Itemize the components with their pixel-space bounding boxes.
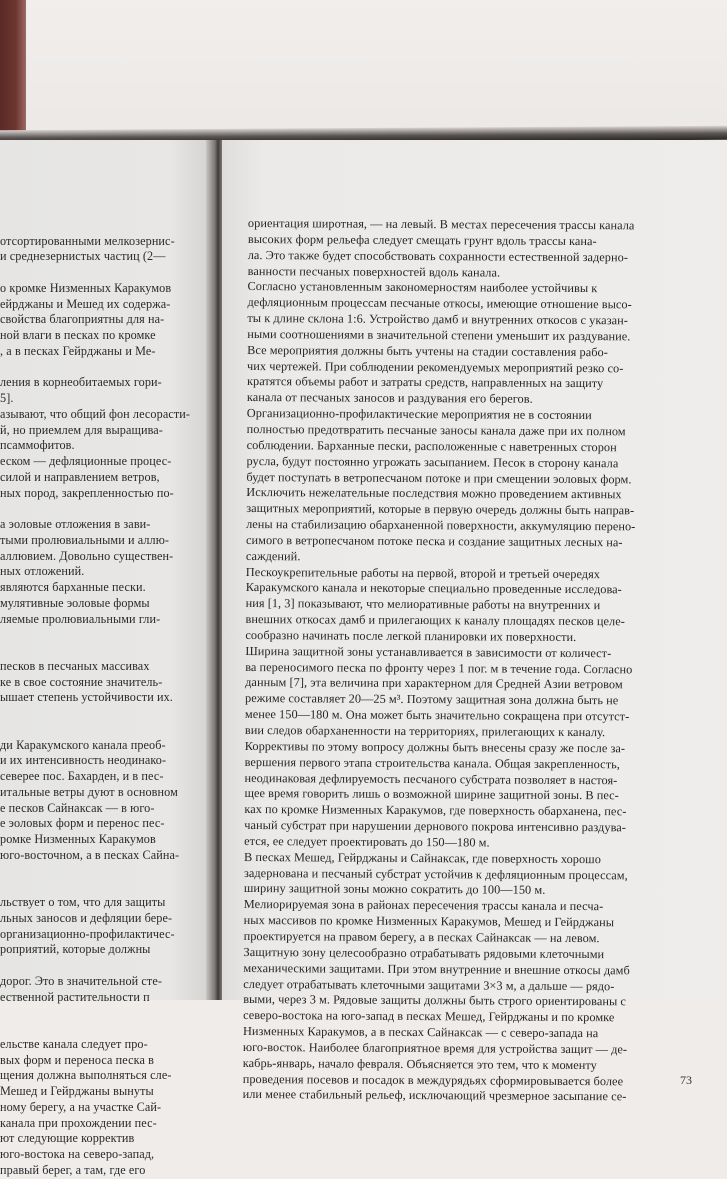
text-line: ва переносимого песка по фронту через 1 пог. м в течение года. Согласно [245, 659, 633, 676]
text-line [0, 958, 205, 974]
text-line [0, 1021, 205, 1037]
text-line [0, 218, 205, 234]
text-line: ления в корнеобитаемых гори- [0, 375, 162, 390]
text-line: соблюдении. Барханные пески, расположенные с наветренных сторон [246, 437, 617, 455]
text-line: азывают, что общий фон лесорасти- [0, 406, 191, 421]
text-line: юго-восточном, а в песках Сайна- [0, 847, 180, 862]
text-line: Коррективы по этому вопросу должны быть внесены сразу же после за- [244, 738, 626, 756]
text-line: ейрджаны и Мешед их содержа- [0, 296, 171, 311]
text-line: песков в песчаных массивах [0, 658, 150, 673]
text-line: являются барханные пески. [0, 580, 146, 594]
text-line: льствует о том, что для защиты [0, 895, 166, 909]
right-page-text [243, 216, 698, 1106]
text-line: ественной растительности п [0, 989, 150, 1004]
text-line: отсортированными мелкозернис- [0, 233, 175, 248]
text-line: ными соотношениями в значительной степени уменьшит их раздувание. [247, 326, 631, 344]
text-line: е эоловых форм и перенос пес- [0, 816, 165, 831]
text-line: , а в песках Гейрджаны и Ме- [0, 343, 156, 358]
text-line [0, 360, 205, 376]
text-line: ла. Это также будет способствовать сохранности естественной задерно- [247, 247, 629, 265]
page-number: 73 [680, 1073, 692, 1087]
text-line: мулятивные эоловые формы [0, 595, 150, 610]
text-line: и среднезернистых частиц (2— [0, 249, 166, 264]
text-line: свойства благоприятны для на- [0, 312, 165, 327]
text-line: выми, через 3 м. Рядовые защиты должны быть строго ориентированы с [243, 992, 626, 1009]
text-line: й, но приемлем для выращива- [0, 422, 163, 437]
text-line: или менее стабильный рельеф, исключающий чрезмерное засыпание се- [242, 1087, 627, 1104]
text-line [0, 501, 205, 517]
text-line: правый берег, а там, где его [0, 1162, 146, 1177]
text-line: высоких форм рельефа следует смещать грунт вдоль трассы кана- [247, 231, 597, 248]
text-line: следует отрабатывать клеточными защитами 3×3 м, а дальше — рядо- [243, 976, 615, 993]
text-line: ориентация широтная, — на левый. В местах пересечения трассы канала [247, 216, 635, 233]
text-line: менее 150—180 м. Она может быть значительно сокращена при отсутст- [244, 707, 630, 724]
text-line: В песках Мешед, Гейрджаны и Сайнаксак, где поверхность хорошо [244, 849, 601, 866]
text-line: Согласно установленным закономерностям наиболее устойчивы к [247, 279, 598, 296]
text-line: тыми пролювиальными и аллю- [0, 532, 170, 547]
text-line: внешних откосах дамб и прилегающих к каналу площадях песков целе- [245, 612, 625, 629]
text-line: ют следующие корректив [0, 1131, 135, 1146]
text-line: Исключить нежелательные последствия можно проведением активных [246, 485, 622, 502]
text-line: ельстве канала следует про- [0, 1036, 148, 1051]
text-line: дорог. Это в значительной сте- [0, 973, 163, 988]
text-line: ках по кромке Низменных Каракумов, где поверхность обарханена, пес- [244, 802, 627, 819]
text-line: саждений. [245, 548, 301, 564]
text-line: 5]. [0, 391, 14, 405]
text-line: Низменных Каракумов, а в песках Сайнаксак — с северо-запада на [242, 1024, 599, 1041]
text-line: Мешед и Гейрджаны вынуты [0, 1084, 154, 1098]
text-line: чих чертежей. При соблюдении рекомендуемых мероприятий резко со- [247, 358, 624, 375]
text-line: Защитную зону целесообразно отрабатывать рядовыми клеточными [243, 944, 605, 962]
text-line: щения должна выполняться сле- [0, 1068, 172, 1083]
text-line: ных пород, закрепленностью по- [0, 485, 174, 500]
text-line: защитных мероприятий, которые в первую очередь должны быть направ- [246, 501, 635, 518]
text-line: ширину защитной зоны можно сократить до 100—150 м. [243, 881, 546, 898]
text-line: ных отложений. [0, 564, 85, 579]
text-line [0, 722, 205, 738]
text-line: юго-восток. Наиболее благоприятное время для устройства защит — де- [242, 1039, 628, 1057]
text-line: ляемые пролювиальными гли- [0, 611, 161, 626]
text-line: итальные ветры дуют в основном [0, 784, 178, 799]
text-line: ди Каракумского канала преоб- [0, 737, 166, 752]
text-line: русла, будут постоянно угрожать засыпанием. Песок в сторону канала [246, 453, 619, 470]
text-line: вершения первого этапа строительства канала. Общая закрепленность, [244, 754, 620, 771]
text-line: ванности песчаных поверхностей вдоль канала. [247, 263, 501, 280]
text-line: силой и направлением ветров, [0, 469, 160, 484]
text-line [0, 706, 205, 722]
text-line: Пескоукрепительные работы на первой, второй и третьей очередях [245, 564, 601, 581]
left-page [0, 140, 212, 1177]
text-line: юго-востока на северо-запад, [0, 1147, 155, 1161]
text-line: проведения посевов и посадок в междурядьях сформировывается более [242, 1071, 624, 1088]
text-line: вых форм и переноса песка в [0, 1052, 154, 1067]
text-line: организационно-профилактичес- [0, 926, 175, 941]
text-line: дефляционным процессам песчаные откосы, имеющие отношение высо- [247, 295, 632, 312]
text-line [0, 627, 205, 643]
text-line: е песков Сайнаксак — в юго- [0, 800, 155, 815]
text-line: ных массивов по кромке Низменных Каракумов, Мешед и Гейрджаны [243, 913, 615, 930]
text-line: Все мероприятия должны быть учтены на стадии составления рабо- [247, 342, 608, 359]
text-line: еском — дефляционные процес- [0, 454, 172, 468]
text-line: ты к длине склона 1:6. Устройство дамб и внутренних откосов с указан- [247, 311, 628, 328]
text-line: кратятся объемы работ и затраты средств, направленных на защиту [246, 374, 604, 391]
text-line: а эоловые отложения в зави- [0, 517, 151, 531]
text-line: вии следов обарханенности на территориях, прилегающих к каналу. [244, 722, 606, 740]
text-line: Каракумского канала и некоторые специально проведенные исследова- [245, 580, 622, 597]
text-line: псаммофитов. [0, 438, 75, 453]
text-line [0, 202, 205, 218]
text-line: полностью предотвратить песчаные заносы канала даже при их полном [246, 421, 626, 439]
text-line: северо-востока на юго-запад в песках Мешед, Гейрджаны и по кромке [243, 1008, 615, 1025]
text-line [0, 879, 205, 895]
text-line: проектируется на правом берегу, а в песках Сайнаксак — на левом. [243, 928, 600, 946]
book-cover-edge [0, 0, 26, 140]
text-line: будет поступать в ветропесчаном потоке и при смещении эоловых форм. [246, 469, 632, 486]
text-line: аллювием. Довольно существен- [0, 548, 174, 563]
left-page-text [0, 202, 205, 1179]
text-line: канала от песчаных заносов и раздувания его берегов. [246, 390, 533, 407]
text-line: северее пос. Бахарден, и в пес- [0, 769, 164, 783]
text-line: сообразно начинать после легкой планировки их поверхности. [245, 627, 577, 644]
right-page [222, 140, 727, 1104]
text-line: ной влаги в песках по кромке [0, 328, 156, 342]
text-line [0, 643, 205, 659]
text-line: кабрь-январь, начало февраля. Объясняется это тем, что к моменту [242, 1055, 597, 1072]
text-line: режиме составляет 20—25 м³. Поэтому защитная зона должна быть не [245, 691, 619, 708]
text-line: роприятий, которые должны [0, 942, 151, 957]
text-line [0, 265, 205, 281]
text-line: льных заносов и дефляции бере- [0, 910, 173, 925]
text-line: механическими защитами. При этом внутренние и внешние откосы дамб [243, 960, 630, 978]
text-line: ышает степень устойчивости их. [0, 690, 173, 705]
text-line: ному берегу, а на участке Сай- [0, 1099, 162, 1114]
text-line: Мелиорируемая зона в районах пересечения трассы канала и песча- [243, 897, 604, 914]
text-line: ромке Низменных Каракумов [0, 832, 156, 846]
text-line: канала при прохождении пес- [0, 1115, 157, 1130]
text-line [0, 864, 205, 880]
text-line: неодинаковая дефлируемость песчаного субстрата позволяет в настоя- [244, 770, 618, 787]
text-line: Ширина защитной зоны устанавливается в зависимости от количест- [245, 643, 612, 661]
text-line: Организационно-профилактические мероприятия не в состоянии [246, 406, 592, 423]
text-line: ния [1, 3] показывают, что мелиоративные работы на внутренних и [245, 596, 601, 613]
text-line: и их интенсивность неодинако- [0, 753, 167, 768]
text-line: лены на стабилизацию обарханенной поверхности, аккумуляцию перено- [246, 517, 636, 534]
text-line [0, 1005, 205, 1021]
text-line: чаный субстрат при нарушении дернового покрова интенсивно раздува- [244, 818, 626, 835]
text-line: ке в свое состояние значитель- [0, 674, 163, 689]
text-line: ется, ее следует проектировать до 150—180 м. [244, 833, 490, 850]
text-line: симого в ветропесчаном потоке песка и создание защитных лесных на- [245, 532, 623, 550]
text-line: о кромке Низменных Каракумов [0, 280, 172, 295]
text-line: данным [7], эта величина при характерном для Средней Азии ветровом [245, 675, 623, 692]
text-line: задернована и песчаный субстрат устойчив к дефляционным процессам, [243, 865, 628, 882]
text-line: щее время говорить лишь о возможной ширине защитной зоны. В пес- [244, 786, 619, 803]
